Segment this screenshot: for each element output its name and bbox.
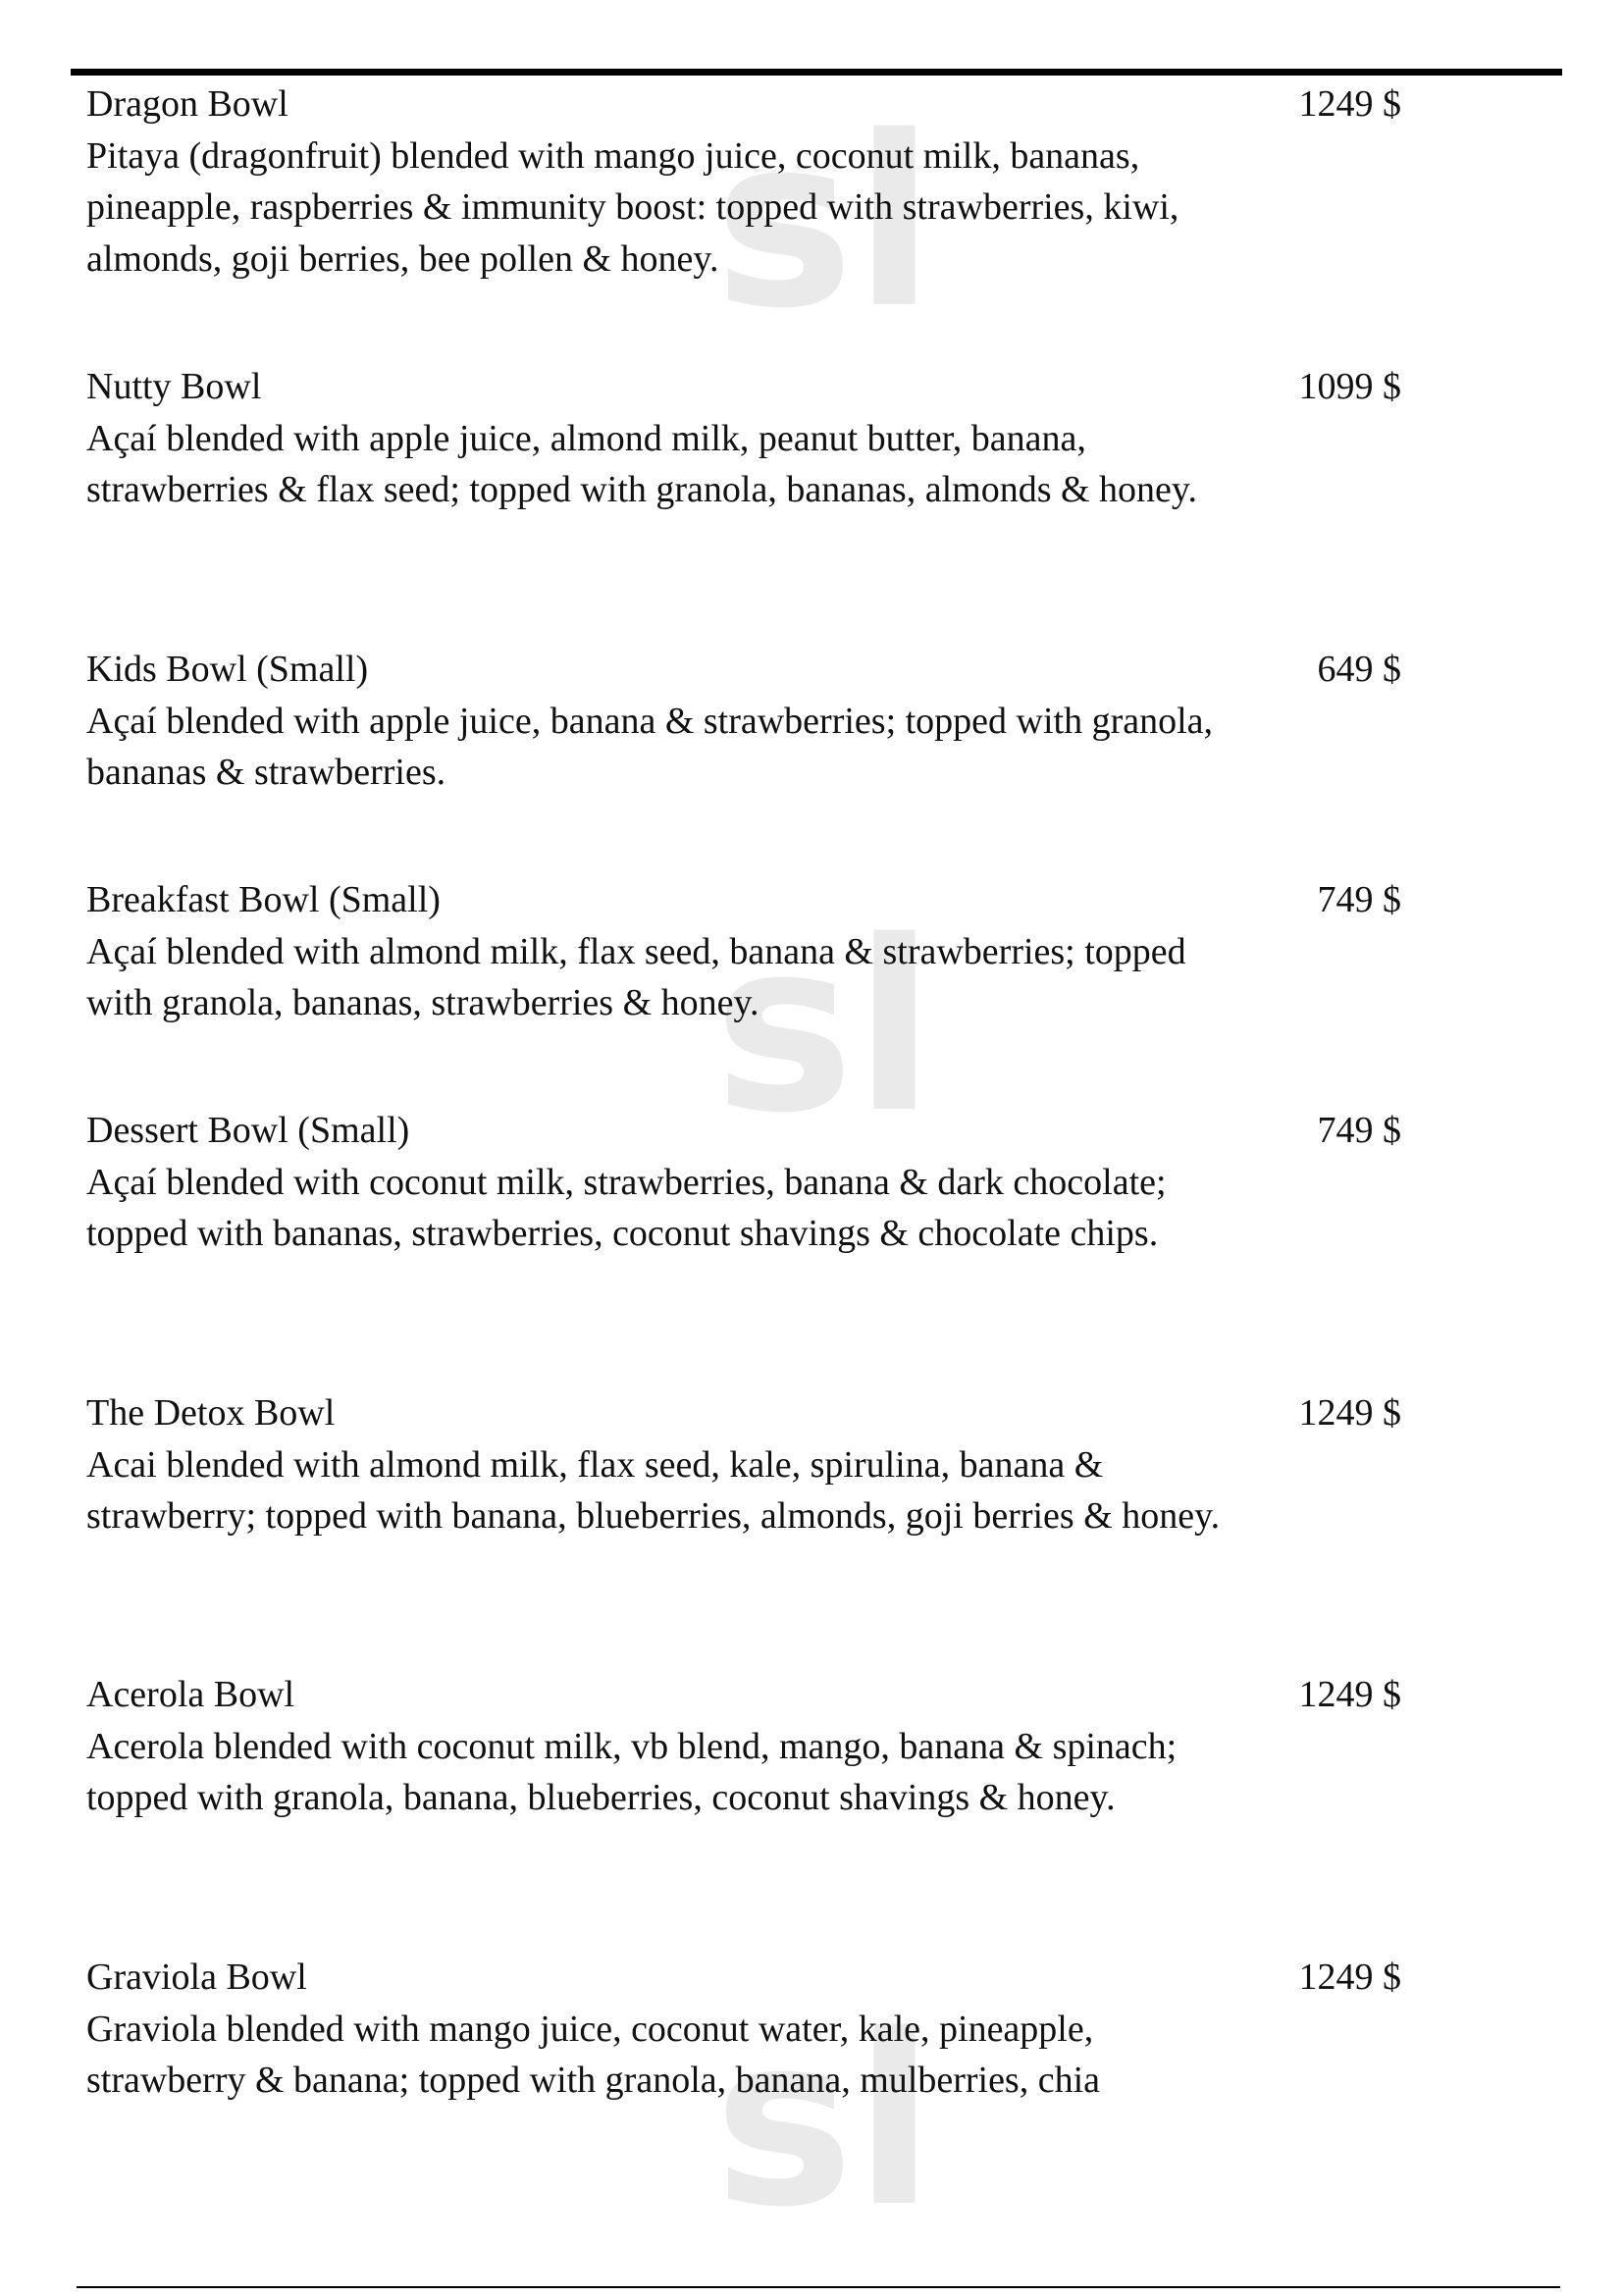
menu-item-description: Acerola blended with coconut milk, vb blend, mango, banana & spinach; topped with granola, banana, blueberries, coconut shavings & honey. xyxy=(86,1725,1178,1818)
top-divider xyxy=(71,69,1562,76)
menu-item-price: 1099 $ xyxy=(1298,366,1401,407)
menu-item-name: Acerola Bowl xyxy=(86,1674,295,1715)
menu-item-name: Graviola Bowl xyxy=(86,1957,307,1998)
menu-item-name: Dessert Bowl (Small) xyxy=(86,1110,410,1151)
menu-item-price: 649 $ xyxy=(1317,649,1401,690)
menu-item-name: Dragon Bowl xyxy=(86,83,288,125)
menu-item-name: Kids Bowl (Small) xyxy=(86,649,369,690)
menu-item-name: Breakfast Bowl (Small) xyxy=(86,879,441,920)
menu-item-breakfast-bowl xyxy=(86,874,1401,1029)
svg-text:sl: sl xyxy=(713,85,935,360)
menu-item-graviola-bowl xyxy=(86,1952,1401,2107)
menu-item-description: Açaí blended with apple juice, banana & strawberries; topped with granola, bananas & strawberries. xyxy=(86,700,1214,793)
menu-item-description: Pitaya (dragonfruit) blended with mango juice, coconut milk, bananas, pineapple, raspberries & immunity boost: topped with strawberries, kiwi, almonds, goji berries, bee pollen & honey. xyxy=(86,134,1179,280)
menu-item-description: Açaí blended with coconut milk, strawberries, banana & dark chocolate; topped with bananas, strawberries, coconut shavings & chocolate chips. xyxy=(86,1161,1167,1254)
bottom-divider xyxy=(77,2286,1560,2288)
menu-item-nutty-bowl xyxy=(86,361,1401,516)
menu-item-price: 749 $ xyxy=(1317,879,1401,920)
menu-item-description: Acai blended with almond milk, flax seed, kale, spirulina, banana & strawberry; topped with banana, blueberries, almonds, goji berries & honey. xyxy=(86,1443,1221,1537)
svg-text:sl: sl xyxy=(713,890,935,1165)
svg-text:sl: sl xyxy=(713,1984,935,2259)
menu-item-price: 1249 $ xyxy=(1298,1392,1401,1434)
menu-item-description: Açaí blended with apple juice, almond milk, peanut butter, banana, strawberries & flax seed; topped with granola, bananas, almonds & honey. xyxy=(86,417,1197,510)
menu-item-name: Nutty Bowl xyxy=(86,366,262,407)
menu-item-dragon-bowl xyxy=(86,78,1401,285)
menu-item-price: 1249 $ xyxy=(1298,1674,1401,1715)
menu-item-name: The Detox Bowl xyxy=(86,1392,336,1434)
menu-item-dessert-bowl xyxy=(86,1105,1401,1260)
menu-item-description: Açaí blended with almond milk, flax seed, banana & strawberries; topped with granola, bananas, strawberries & honey. xyxy=(86,930,1186,1023)
menu-item-price: 1249 $ xyxy=(1298,1957,1401,1998)
menu-item-price: 749 $ xyxy=(1317,1110,1401,1151)
menu-item-acerola-bowl xyxy=(86,1669,1401,1824)
menu-item-detox-bowl xyxy=(86,1387,1401,1542)
menu-item-price: 1249 $ xyxy=(1298,83,1401,125)
menu-item-kids-bowl xyxy=(86,644,1401,799)
menu-item-description: Graviola blended with mango juice, coconut water, kale, pineapple, strawberry & banana; topped with granola, banana, mulberries, chia xyxy=(86,2008,1101,2101)
